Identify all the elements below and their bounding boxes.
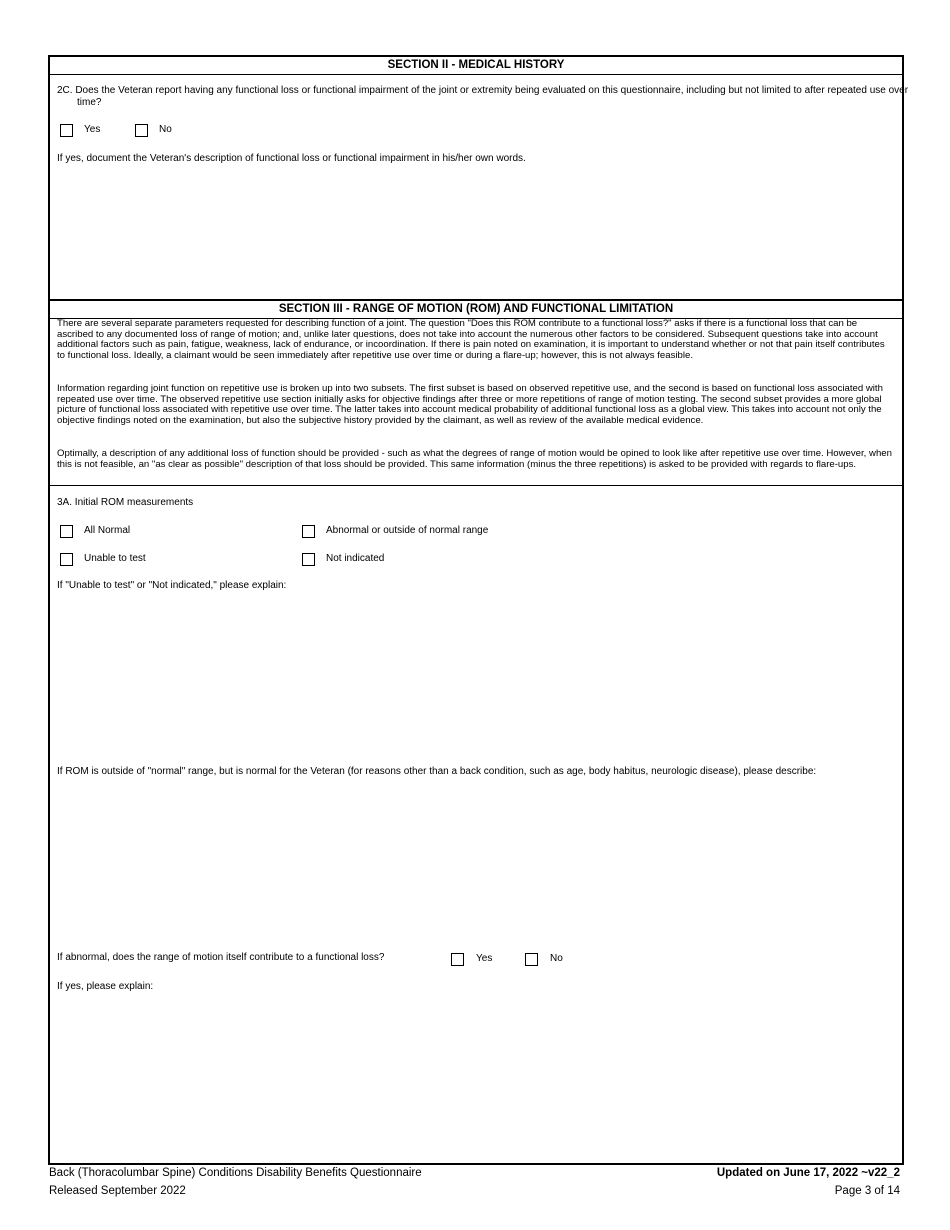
abnormal-question: If abnormal, does the range of motion itself contribute to a functional loss?: [57, 952, 385, 963]
q2c-if-yes-instructions: If yes, document the Veteran's description of functional loss or functional impairment in his/her own words.: [57, 153, 526, 164]
if-yes-explain-label: If yes, please explain:: [57, 981, 154, 992]
section-3-paragraph-3: Optimally, a description of any additional loss of function should be provided - such as what the degrees of range of motion would be opined to look like after repetitive use over time. However, when this is not feasible, an "as clear as possible" description of that loss should be provided. This same information (minus the three repetitions) is asked to be provided with regards to flare-ups.: [57, 448, 892, 470]
unable-explain-field[interactable]: [57, 596, 893, 761]
q2c-description-field[interactable]: [57, 169, 893, 294]
if-yes-explain-field[interactable]: [57, 997, 893, 1157]
section-3-paragraph-2: Information regarding joint function on repetitive use is broken up into two subsets. The first subset is based on observed repetitive use, and the second is based on functional loss associated with repeated use over time. The observed repetitive use section initially asks for objective findings after three or more repetitions of range of motion testing. The second subset provides a more global picture of functional loss associated with repetitive use over time. The latter takes into account medical probability of additional functional loss as a global view. This takes into account not only the objective findings noted on the examination, but also the subjective history provided by the claimant, as well as review of the available medical evidence.: [57, 383, 883, 427]
rom-unable-label: Unable to test: [84, 553, 146, 564]
rom-abnormal-checkbox[interactable]: [302, 525, 315, 538]
q2c-yes-label: Yes: [84, 124, 101, 135]
q2c-no-label: No: [159, 124, 172, 135]
question-3a: 3A. Initial ROM measurements: [57, 497, 194, 508]
question-2c: 2C. Does the Veteran report having any functional loss or functional impairment of the joint or extremity being evaluated on this questionnaire, including but not limited to after repeated use over time?: [57, 85, 909, 108]
footer-updated: Updated on June 17, 2022 ~v22_2: [716, 1167, 900, 1179]
footer-page-number: Page 3 of 14: [834, 1185, 900, 1197]
footer-form-name: Back (Thoracolumbar Spine) Conditions Disability Benefits Questionnaire: [49, 1167, 422, 1179]
rom-not-indicated-label: Not indicated: [326, 553, 385, 564]
q2c-no-checkbox[interactable]: [135, 124, 148, 137]
rom-unable-checkbox[interactable]: [60, 553, 73, 566]
abnormal-yes-checkbox[interactable]: [451, 953, 464, 966]
abnormal-yes-label: Yes: [476, 953, 493, 964]
form-frame: [48, 55, 909, 1165]
q2c-yes-checkbox[interactable]: [60, 124, 73, 137]
abnormal-no-checkbox[interactable]: [525, 953, 538, 966]
rom-not-indicated-checkbox[interactable]: [302, 553, 315, 566]
rom-abnormal-label: Abnormal or outside of normal range: [326, 525, 489, 536]
abnormal-no-label: No: [550, 953, 563, 964]
section-2-title: SECTION II - MEDICAL HISTORY: [50, 57, 902, 75]
outside-normal-label: If ROM is outside of "normal" range, but is normal for the Veteran (for reasons other than a back condition, such as age, body habitus, neurologic disease), please describe:: [57, 766, 817, 777]
section-3-paragraph-1: There are several separate parameters requested for describing function of a joint. The question "Does this ROM contribute to a functional loss?" asks if there is a functional loss that can be ascribed to any documented loss of range of motion; and, unlike later questions, does not take into account the numerous other factors to be considered. Subsequent questions take into account additional factors such as pain, fatigue, weakness, lack of endurance, or incoordination. If there is pain noted on examination, it is important to understand whether or not that pain itself contributes to functional loss. Ideally, a claimant would be seen immediately after repetitive use over time or during a flare-up; however, this is not always feasible.: [57, 318, 885, 362]
outside-normal-field[interactable]: [57, 782, 893, 942]
rom-all-normal-label: All Normal: [84, 525, 131, 536]
rom-all-normal-checkbox[interactable]: [60, 525, 73, 538]
section-3-title: SECTION III - RANGE OF MOTION (ROM) AND FUNCTIONAL LIMITATION: [50, 299, 902, 319]
footer-released: Released September 2022: [49, 1185, 186, 1197]
unable-explain-label: If "Unable to test" or "Not indicated," please explain:: [57, 580, 287, 591]
divider: [50, 485, 902, 486]
